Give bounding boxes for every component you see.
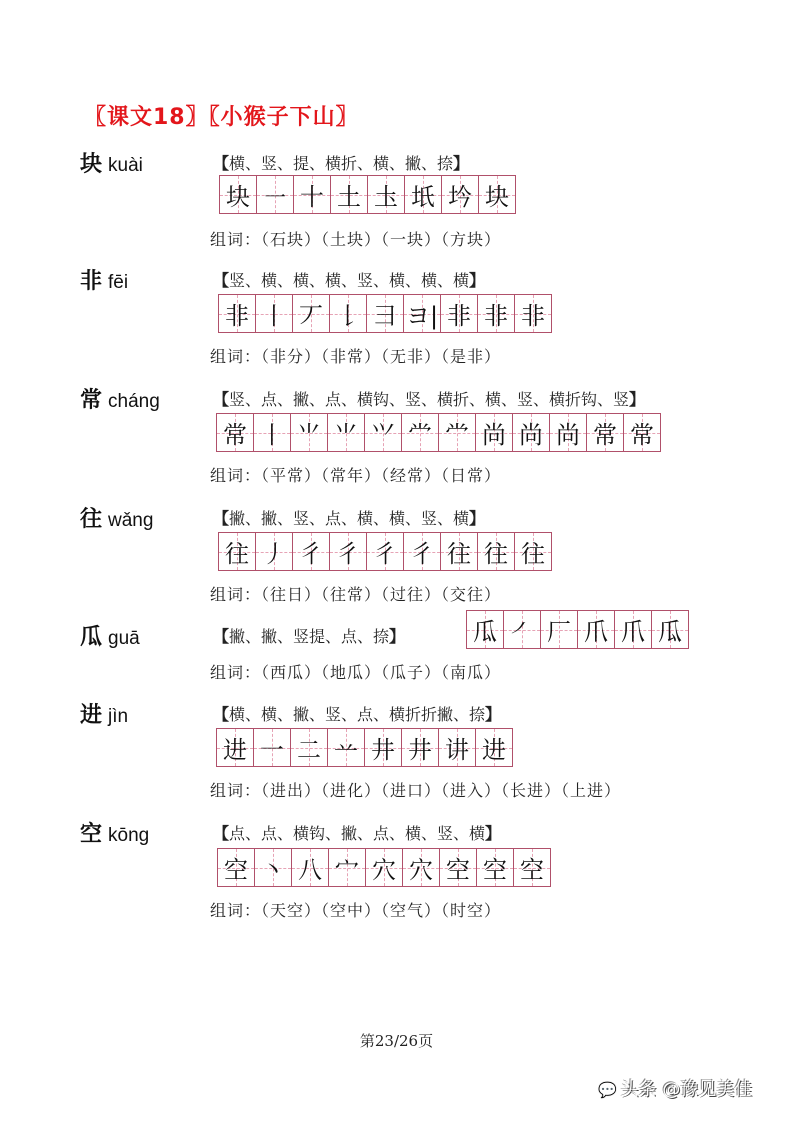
grid-cell: 尚 [550, 414, 587, 451]
page-number: 第23/26页 [359, 1032, 434, 1050]
grid-cell: 瓜 [467, 611, 504, 648]
grid-cell: 䒑 [328, 729, 365, 766]
stroke-order: 【横、横、撇、竖、点、横折折撇、捺】 [213, 705, 502, 724]
pinyin: fēi [108, 272, 129, 293]
grid-cell: 宀 [329, 849, 366, 886]
grid-cell: 厂 [541, 611, 578, 648]
lesson-title: 〖课文18〗〖小猴子下山〗 [84, 105, 359, 130]
grid-cell: 进 [217, 729, 254, 766]
word-examples: 组词：（天空）（空中）（空气）（时空） [210, 901, 502, 920]
grid-cell: 穴 [366, 849, 403, 886]
grid-cell: ㇒ [504, 611, 541, 648]
grid-cell: 爪 [578, 611, 615, 648]
grid-cell: 讲 [439, 729, 476, 766]
grid-cell: 丶 [255, 849, 292, 886]
grid-cell: 丨 [254, 414, 291, 451]
grid-cell: 丿 [256, 533, 293, 570]
stroke-order: 【竖、横、横、横、竖、横、横、横】 [213, 271, 486, 290]
grid-cell: 丆 [293, 295, 330, 332]
grid-cell: ⺌ [328, 414, 365, 451]
stroke-order: 【竖、点、撇、点、横钩、竖、横折、横、竖、横折钩、竖】 [213, 390, 646, 409]
word-examples: 组词：（石块）（土块）（一块）（方块） [210, 230, 502, 249]
character: 瓜 [80, 625, 103, 650]
grid-cell: 彳 [293, 533, 330, 570]
grid-cell: 瓜 [652, 611, 688, 648]
grid-cell: 块 [220, 176, 257, 213]
pinyin: kōng [108, 825, 150, 846]
pinyin: jìn [108, 706, 129, 727]
character-heading [80, 620, 140, 651]
grid-cell: 往 [515, 533, 551, 570]
grid-cell: ⺕ [367, 295, 404, 332]
character-heading [80, 698, 128, 729]
grid-cell: 二 [291, 729, 328, 766]
grid-cell: 非 [478, 295, 515, 332]
character: 进 [80, 703, 103, 728]
stroke-order: 【点、点、横钩、撇、点、横、竖、横】 [213, 824, 502, 843]
word-examples: 组词：（平常）（常年）（经常）（日常） [210, 466, 502, 485]
wechat-icon: 💬 [598, 1081, 617, 1099]
character-heading [80, 264, 128, 295]
grid-cell: 八 [292, 849, 329, 886]
grid-cell: 进 [476, 729, 512, 766]
pinyin: cháng [108, 391, 160, 412]
word-examples: 组词：（西瓜）（地瓜）（瓜子）（南瓜） [210, 663, 502, 682]
grid-cell: 彳 [330, 533, 367, 570]
grid-cell: 井 [402, 729, 439, 766]
stroke-order: 【撇、撇、竖提、点、捺】 [213, 627, 406, 646]
grid-cell: 圡 [368, 176, 405, 213]
word-examples: 组词：（非分）（非常）（无非）（是非） [210, 347, 502, 366]
stroke-order: 【撇、撇、竖、点、横、横、竖、横】 [213, 509, 486, 528]
grid-cell: 彳 [404, 533, 441, 570]
grid-cell: 常 [624, 414, 660, 451]
grid-cell: 空 [477, 849, 514, 886]
grid-cell: ⺌ [291, 414, 328, 451]
grid-cell: 常 [217, 414, 254, 451]
grid-cell: 𠄌 [330, 295, 367, 332]
watermark [598, 1075, 752, 1101]
grid-cell: ㇐ [257, 176, 294, 213]
character-heading [80, 383, 160, 414]
grid-cell: 丨 [256, 295, 293, 332]
character-heading [80, 817, 149, 848]
pinyin: kuài [108, 155, 143, 176]
grid-cell: 尚 [513, 414, 550, 451]
stroke-grid [216, 728, 513, 767]
character: 常 [80, 388, 103, 413]
stroke-grid [217, 848, 551, 887]
watermark-text: 头条 @豫见美佳 [620, 1079, 753, 1100]
grid-cell: 尚 [476, 414, 513, 451]
character: 非 [80, 269, 103, 294]
grid-cell: 井 [365, 729, 402, 766]
stroke-grid [466, 610, 689, 649]
grid-cell: 空 [514, 849, 550, 886]
grid-cell: 龸 [439, 414, 476, 451]
grid-cell: 常 [587, 414, 624, 451]
character: 空 [80, 822, 103, 847]
grid-cell: 彳 [367, 533, 404, 570]
stroke-grid [218, 532, 552, 571]
grid-cell: 空 [218, 849, 255, 886]
grid-cell: 非 [515, 295, 551, 332]
grid-cell: ⺍ [365, 414, 402, 451]
character: 块 [80, 152, 103, 177]
grid-cell: 坅 [442, 176, 479, 213]
stroke-grid [219, 175, 516, 214]
grid-cell: ヨ| [404, 295, 441, 332]
grid-cell: 往 [219, 533, 256, 570]
character: 往 [80, 507, 103, 532]
pinyin: guā [108, 628, 140, 649]
word-examples: 组词：（进出）（进化）（进口）（进入）（长进）（上进） [210, 781, 622, 800]
grid-cell: 龸 [402, 414, 439, 451]
stroke-grid [218, 294, 552, 333]
stroke-order: 【横、竖、提、横折、横、撇、捺】 [213, 154, 470, 173]
grid-cell: 坁 [405, 176, 442, 213]
grid-cell: 块 [479, 176, 515, 213]
grid-cell: 土 [331, 176, 368, 213]
grid-cell: 爪 [615, 611, 652, 648]
grid-cell: 非 [441, 295, 478, 332]
pinyin: wǎng [108, 510, 154, 531]
grid-cell: 往 [478, 533, 515, 570]
grid-cell: 空 [440, 849, 477, 886]
grid-cell: 十 [294, 176, 331, 213]
word-examples: 组词：（往日）（往常）（过往）（交往） [210, 585, 502, 604]
grid-cell: 往 [441, 533, 478, 570]
grid-cell: 非 [219, 295, 256, 332]
character-heading [80, 147, 143, 178]
stroke-grid [216, 413, 661, 452]
grid-cell: 穴 [403, 849, 440, 886]
character-heading [80, 502, 153, 533]
grid-cell: 一 [254, 729, 291, 766]
